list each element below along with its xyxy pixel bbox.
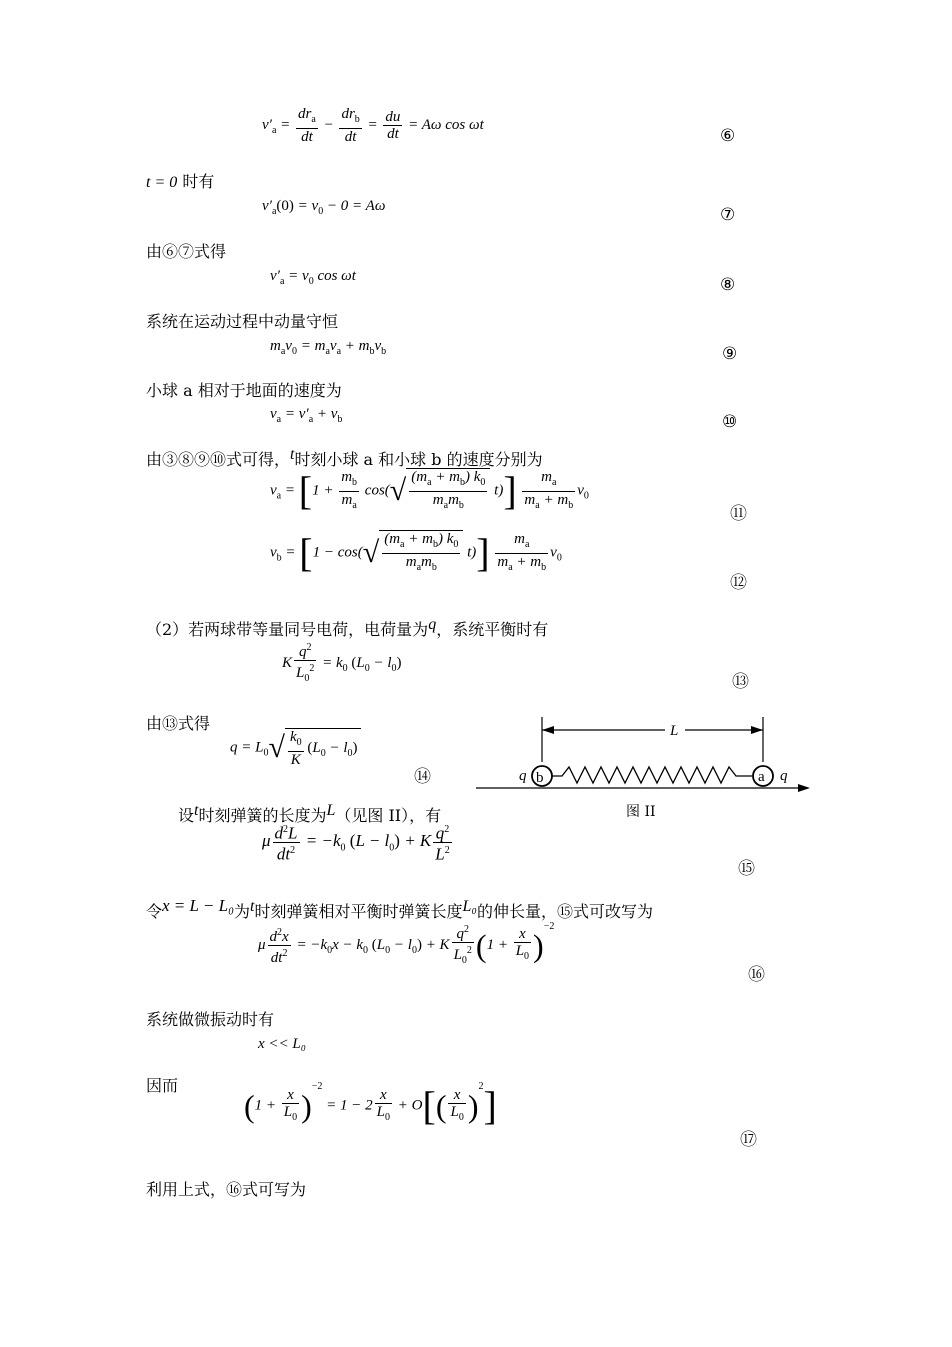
- equation-8: $v'_a = v_0$ cos ωt: [270, 268, 356, 287]
- equation-6: $v'_a$ = $\frac{dr_a}{dt}$ − $\frac{dr_b}{dt}$ = $\frac{du}{dt}$ = Aω cos ωt: [262, 106, 484, 145]
- figure-L-label: L: [670, 723, 679, 739]
- let-x-line: 令x = L − L₀为t时刻弹簧相对平衡时弹簧长度L₀的伸长量，⑮式可改写为: [146, 896, 653, 921]
- equation-17: (1 + $\frac{x}{L_0}$ )$^{-2}$ = 1 − 2 $\frac{x}{L_0}$ + O[( $\frac{x}{L_0}$ )$^2$]: [244, 1081, 497, 1128]
- using-line: 利用上式，⑯式可写为: [146, 1180, 307, 1199]
- eq-number-15: ⑮: [738, 859, 755, 879]
- eq-number-6: ⑥: [720, 126, 736, 146]
- eq-number-8: ⑧: [720, 275, 736, 295]
- right-charge-label: q: [780, 768, 788, 784]
- eq-number-14: ⑭: [414, 767, 431, 787]
- equation-13: K $\frac{q^2}{L_0^2}$ = $k_0$ $(L_0 - l_0)$: [282, 642, 402, 684]
- ball-a-label: a: [758, 769, 765, 785]
- eq-number-13: ⑬: [732, 672, 749, 692]
- small-oscillation-line: 系统做微振动时有: [146, 1010, 275, 1029]
- eq-number-16: ⑯: [748, 965, 765, 985]
- eq-number-10: ⑩: [722, 412, 738, 432]
- equation-7: $v'_a(0) = v_0 - 0 = A\omega$: [262, 198, 386, 217]
- momentum-line: 系统在运动过程中动量守恒: [146, 312, 339, 331]
- figure-II: [470, 712, 820, 822]
- t0-line: t = 0 时有: [146, 172, 215, 191]
- from13-line: 由⑬式得: [146, 714, 211, 733]
- equation-15: μ $\frac{d^2L}{dt^2}$ = $-k_0$ $(L - l_0) + K$ $\frac{q^2}{L^2}$: [262, 823, 450, 864]
- eq-number-17: ⑰: [740, 1130, 757, 1150]
- from67-line: 由⑥⑦式得: [146, 242, 227, 261]
- equation-16: μ $\frac{d^2x}{dt^2}$ = $-k_0x - k_0$ $(L_0 - l_0) + K$ $\frac{q^2}{L_0^2}$ (1 + $\frac{x}{L_0}$ )$^{-2}$: [258, 920, 555, 966]
- equation-14: $q = L_0√$ $\frac{k_0}{K}$ $(L_0 - l_0)$: [230, 728, 361, 768]
- left-charge-label: q: [519, 768, 527, 784]
- figure-caption: 图 II: [626, 804, 656, 820]
- equation-10: $v_a = v'_a + v_b$: [270, 406, 343, 425]
- ball-b-label: b: [536, 770, 544, 786]
- velocity-a-line: 小球 a 相对于地面的速度为: [146, 381, 342, 400]
- from3-line: 由③⑧⑨⑩式可得，t时刻小球 a 和小球 b 的速度分别为: [146, 446, 543, 469]
- equation-11: $v_a = [1$ + $\frac{m_b}{m_a}$ cos(√ $\frac{(m_a + m_b) k_0}{m_am_b}$ t)] $\frac{m_a}{m_a + m_b}$ $v_0$: [270, 468, 589, 513]
- eq-number-11: ⑪: [730, 504, 747, 524]
- eq-number-9: ⑨: [722, 344, 738, 364]
- part2-line: （2）若两球带等量同号电荷，电荷量为q，系统平衡时有: [146, 616, 549, 639]
- spring-line: 设t时刻弹簧的长度为L（见图 II），有: [178, 802, 442, 825]
- eq-number-7: ⑦: [720, 205, 736, 225]
- eq-number-12: ⑫: [730, 573, 747, 593]
- x-much-less-than-L0: x << L₀: [258, 1036, 306, 1052]
- equation-12: $v_b = [1 - \cos(√$ $\frac{(m_a + m_b) k_0}{m_am_b}$ t)] $\frac{m_a}{m_a + m_b}$ $v_0$: [270, 530, 562, 575]
- equation-9: $m_av_0 = m_av_a + m_bv_b$: [270, 338, 387, 357]
- hence-label: 因而: [146, 1076, 179, 1095]
